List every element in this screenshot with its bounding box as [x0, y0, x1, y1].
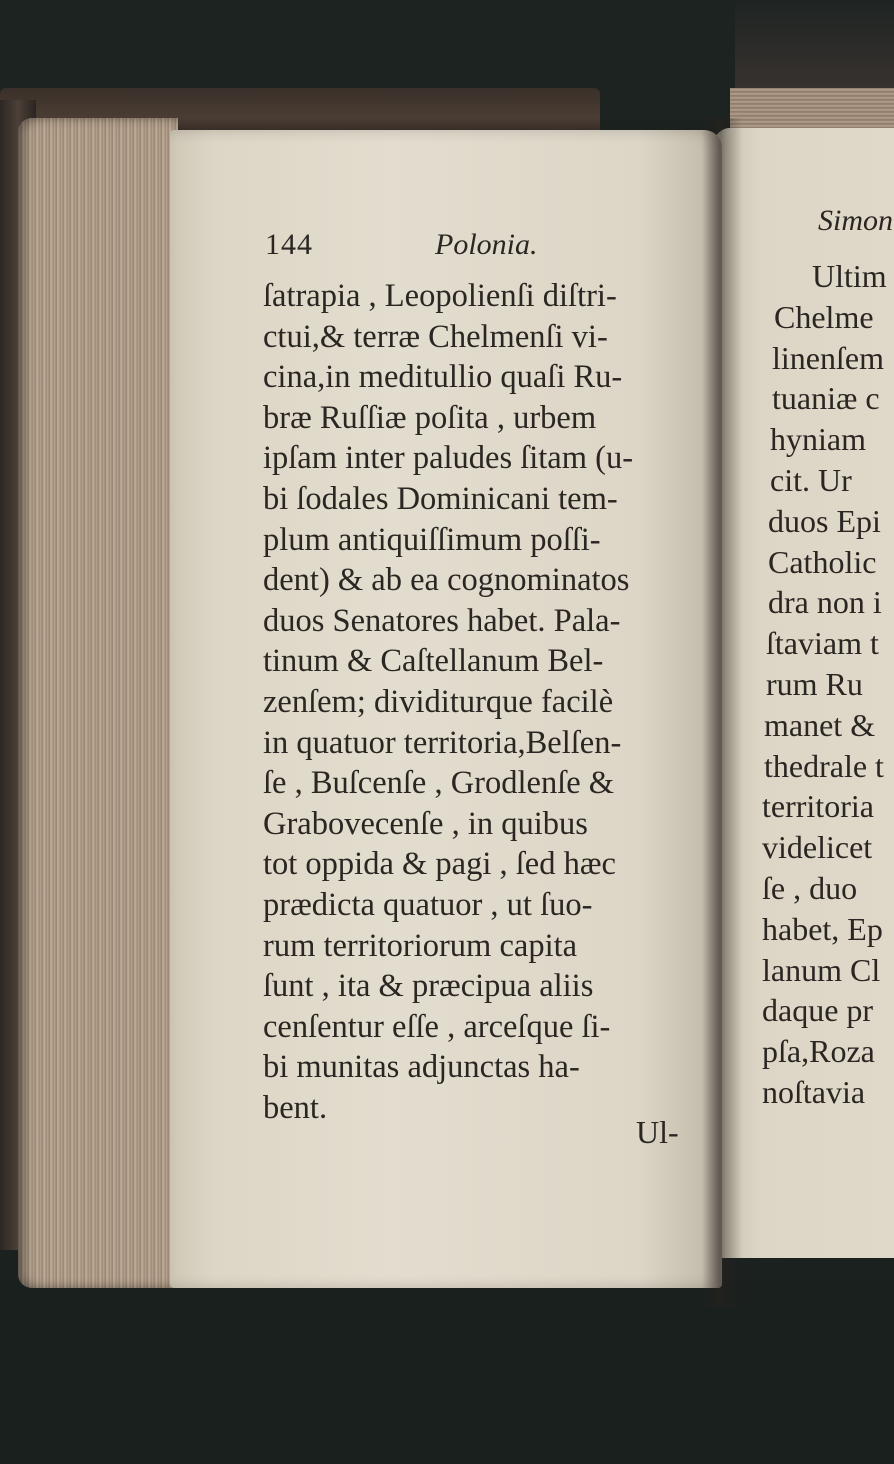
text-line: bent.: [263, 1089, 328, 1126]
right-text-line: pſa,Roza: [762, 1033, 875, 1070]
text-line: Grabovecenſe , in quibus: [263, 805, 588, 842]
text-line: ctui,& terræ Chelmenſi vi-: [263, 318, 608, 355]
book-gutter: [702, 118, 742, 1308]
page-header: [263, 228, 703, 276]
catchword: Ul-: [636, 1114, 679, 1150]
text-line: bræ Ruſſiæ poſita , urbem: [263, 399, 597, 436]
text-line: in quatuor territoria,Belſen-: [263, 724, 622, 761]
text-line: zenſem; dividiturque facilè: [263, 683, 614, 720]
right-text-line: thedrale t: [764, 747, 884, 784]
right-text-line: ſe , duo: [762, 869, 858, 906]
text-line: duos Senatores habet. Pala-: [263, 602, 621, 639]
right-page-text: [762, 204, 894, 1113]
right-text-line: tuaniæ c: [772, 380, 880, 417]
right-text-line: Catholic: [768, 543, 877, 580]
right-text-line: lanum Cl: [762, 951, 881, 988]
body-text: [263, 276, 703, 1128]
right-running-head: Simon: [818, 204, 893, 237]
text-line: ſe , Buſcenſe , Grodlenſe &: [263, 765, 615, 802]
book-cover-right: [735, 0, 894, 95]
running-head: Polonia.: [435, 228, 538, 261]
right-text-line: Chelme: [774, 298, 874, 335]
dark-background-bottom: [0, 1280, 894, 1464]
right-text-line: videlicet: [762, 829, 873, 866]
right-text-line: daque pr: [762, 992, 874, 1029]
right-text-line: territoria: [762, 788, 874, 825]
text-line: prædicta quatuor , ut ſuo-: [263, 886, 593, 923]
right-text-line: ſtaviam t: [766, 625, 879, 662]
text-line: tot oppida & pagi , ſed hæc: [263, 846, 616, 883]
right-text-line: hyniam: [770, 421, 866, 458]
text-line: plum antiquiſſimum poſſi-: [263, 521, 601, 558]
right-text-line: manet &: [764, 706, 876, 743]
text-line: cenſentur eſſe , arceſque ſi-: [263, 1008, 611, 1045]
text-line: dent) & ab ea cognominatos: [263, 562, 630, 599]
right-text-line: cit. Ur: [770, 461, 852, 498]
text-line: ſatrapia , Leopolienſi diſtri-: [263, 278, 617, 314]
right-text-line: rum Ru: [766, 665, 863, 702]
page-edges-left: [18, 118, 178, 1288]
text-line: cina,in meditullio quaſi Ru-: [263, 359, 623, 396]
right-text-line: dra non i: [768, 584, 882, 621]
right-text-line: noſtavia: [762, 1073, 866, 1110]
right-text-line: duos Epi: [768, 502, 881, 539]
text-line: ipſam inter paludes ſitam (u-: [263, 440, 634, 477]
right-text-line: linenſem: [772, 339, 884, 376]
text-line: tinum & Caſtellanum Bel-: [263, 643, 604, 680]
text-line: ſunt , ita & præcipua aliis: [263, 968, 594, 1005]
right-text-line: Ultim: [812, 258, 887, 294]
text-line: rum territoriorum capita: [263, 927, 578, 964]
text-line: bi ſodales Dominicani tem-: [263, 480, 618, 517]
left-page-text: [263, 228, 703, 1128]
right-text-line: habet, Ep: [762, 910, 883, 947]
page-number: 144: [265, 228, 313, 261]
text-line: bi munitas adjunctas ha-: [263, 1049, 580, 1086]
